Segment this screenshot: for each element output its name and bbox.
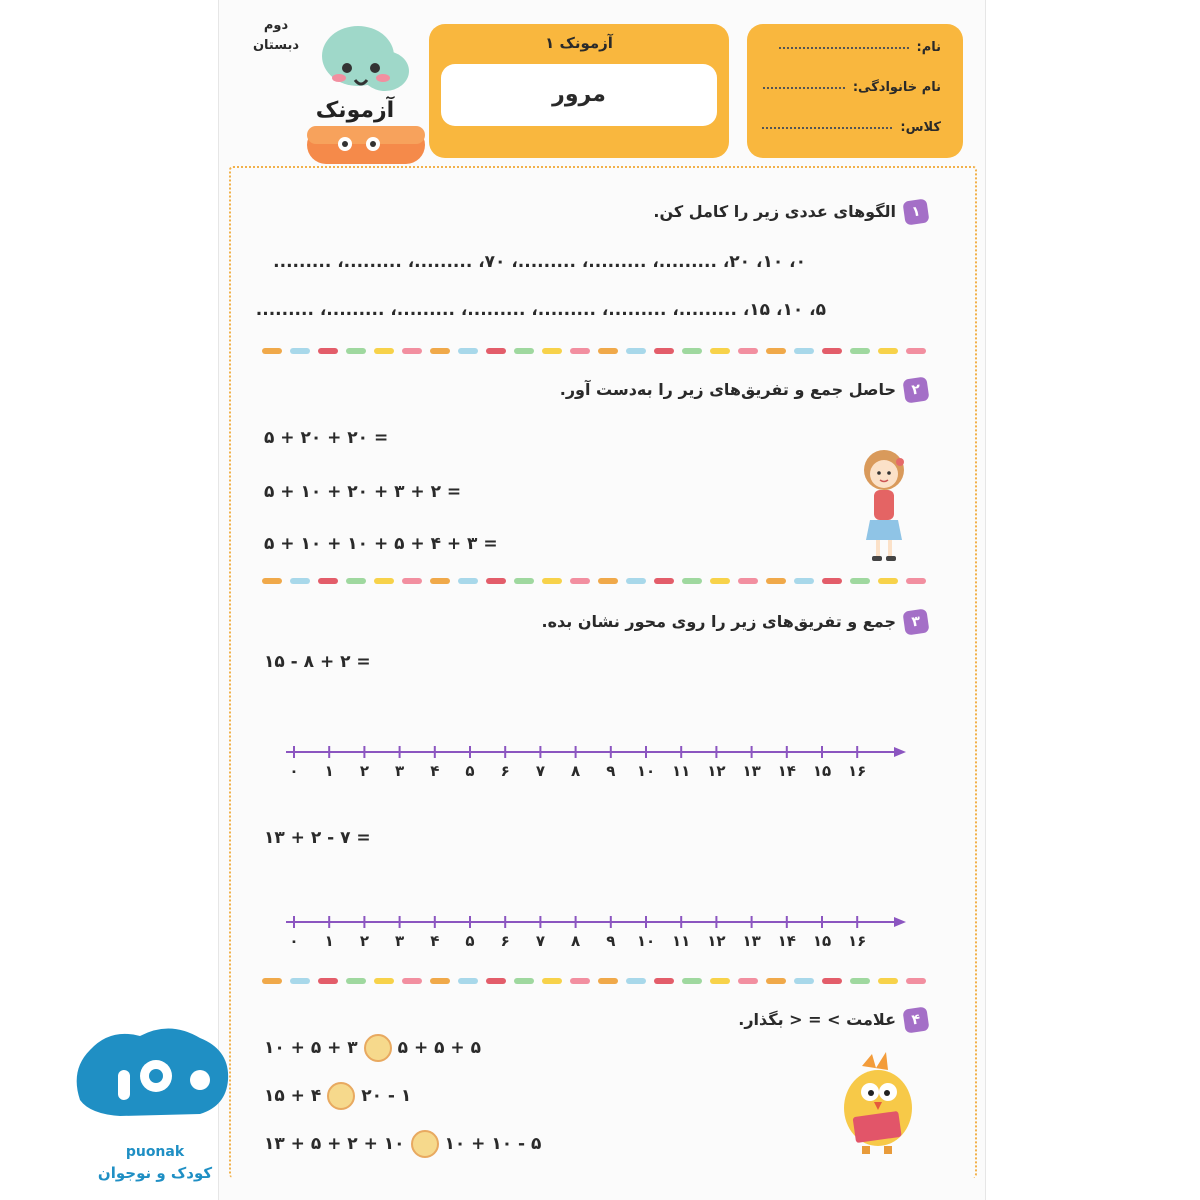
divider-dash <box>290 348 310 354</box>
q4-row-3-right: ۱۰ + ۱۰ - ۵ <box>444 1134 542 1154</box>
divider-dash <box>906 578 926 584</box>
divider-dash <box>598 978 618 984</box>
axis-tick-label: ۲ <box>359 762 369 780</box>
divider-dash <box>346 348 366 354</box>
axis-tick-label: ۱۳ <box>742 762 761 780</box>
grade-line1: دوم <box>263 18 289 33</box>
q2-line-1[interactable]: ۵ + ۲۰ + ۲۰ = <box>264 428 389 448</box>
divider-dash <box>542 348 562 354</box>
divider-dash <box>682 578 702 584</box>
q4-row-3 <box>264 1130 541 1158</box>
axis-tick-label: ۰ <box>289 932 299 950</box>
q4-row-2 <box>264 1082 411 1110</box>
divider-dash <box>346 978 366 984</box>
divider-dash <box>710 578 730 584</box>
divider-dash <box>262 348 282 354</box>
divider-dash <box>570 578 590 584</box>
divider-dash <box>850 978 870 984</box>
divider-dash <box>738 578 758 584</box>
q4-row-2-right: ۲۰ - ۱ <box>361 1086 412 1106</box>
q4-row-2-answer-circle[interactable] <box>327 1082 355 1110</box>
divider-dash <box>318 578 338 584</box>
q1-badge: ۱ <box>902 198 929 225</box>
axis-tick-label: ۱۱ <box>672 762 691 780</box>
divider-dash <box>850 348 870 354</box>
axis-tick-label: ۱ <box>324 932 334 950</box>
divider-dash <box>570 978 590 984</box>
divider-dash <box>626 348 646 354</box>
student-info-box <box>747 24 963 158</box>
divider-dash <box>654 978 674 984</box>
divider-dash <box>514 978 534 984</box>
divider-dash <box>430 578 450 584</box>
divider-dash <box>878 978 898 984</box>
q4-row-2-left: ۱۵ + ۴ <box>264 1086 322 1106</box>
divider-2 <box>262 578 934 584</box>
test-title: آزمونک ۱ <box>545 34 613 52</box>
divider-dash <box>906 348 926 354</box>
q4-title: علامت > = < بگذار. <box>738 1010 896 1029</box>
q1-pattern-1[interactable]: ۰، ۱۰، ۲۰، .........، .........، .........، ۷۰، .........، .........، ......... <box>273 252 806 272</box>
axis-tick-label: ۱۱ <box>672 932 691 950</box>
axis-tick-label: ۸ <box>571 762 581 780</box>
axis-tick-label: ۹ <box>606 932 616 950</box>
family-name-field-label: نام خانوادگی: <box>852 80 941 95</box>
grade-line2: دبستان <box>252 38 300 53</box>
number-line-2[interactable] <box>282 914 912 930</box>
puonak-watermark <box>60 1010 260 1200</box>
mascot-icon <box>303 16 427 166</box>
divider-dash <box>542 978 562 984</box>
puonak-name: puonak <box>125 1144 185 1160</box>
axis-tick-label: ۶ <box>500 762 510 780</box>
class-field[interactable] <box>762 120 941 135</box>
divider-dash <box>682 348 702 354</box>
divider-dash <box>514 348 534 354</box>
divider-1 <box>262 348 934 354</box>
q4-row-1-left: ۱۰ + ۵ + ۳ <box>264 1038 358 1058</box>
name-field[interactable] <box>779 40 942 55</box>
puonak-logo-icon <box>60 1010 260 1130</box>
q2-line-3[interactable]: ۵ + ۱۰ + ۱۰ + ۵ + ۴ + ۳ = <box>264 534 498 554</box>
brand-area <box>241 10 427 160</box>
divider-dash <box>374 578 394 584</box>
grade-label <box>241 16 311 56</box>
divider-dash <box>738 978 758 984</box>
axis-tick-label: ۱۴ <box>777 762 796 780</box>
puonak-tagline: کودک و نوجوان <box>97 1164 213 1182</box>
family-name-field[interactable] <box>763 80 941 95</box>
divider-dash <box>794 348 814 354</box>
q3-expression-1[interactable]: ۱۵ - ۸ + ۲ = <box>264 652 371 672</box>
divider-dash <box>766 578 786 584</box>
q2-title: حاصل جمع و تفریق‌های زیر را به‌دست آور. <box>559 380 896 399</box>
divider-dash <box>402 578 422 584</box>
divider-dash <box>822 578 842 584</box>
divider-dash <box>458 578 478 584</box>
divider-dash <box>794 578 814 584</box>
divider-dash <box>598 578 618 584</box>
divider-dash <box>346 578 366 584</box>
divider-dash <box>430 978 450 984</box>
divider-dash <box>570 348 590 354</box>
axis-tick-label: ۱ <box>324 762 334 780</box>
axis-arrow-icon <box>894 747 906 757</box>
divider-dash <box>486 578 506 584</box>
divider-dash <box>290 578 310 584</box>
axis-tick-label: ۶ <box>500 932 510 950</box>
divider-dash <box>738 348 758 354</box>
q1-pattern-2[interactable]: ۵، ۱۰، ۱۵، .........، .........، .........، .........، .........، .........، ......... <box>255 300 826 320</box>
axis-tick-label: ۱۰ <box>636 932 656 950</box>
divider-dash <box>766 978 786 984</box>
axis-tick-label: ۱۳ <box>742 932 761 950</box>
divider-dash <box>430 348 450 354</box>
divider-dash <box>262 578 282 584</box>
divider-dash <box>654 348 674 354</box>
divider-dash <box>402 978 422 984</box>
girl-illustration-icon <box>858 448 908 566</box>
brand-title: آزمونک <box>315 98 395 123</box>
axis-arrow-icon <box>894 917 906 927</box>
divider-dash <box>906 978 926 984</box>
divider-dash <box>486 978 506 984</box>
divider-dash <box>710 978 730 984</box>
axis-tick-label: ۱۲ <box>707 932 726 950</box>
q4-row-1-answer-circle[interactable] <box>364 1034 392 1062</box>
divider-dash <box>542 578 562 584</box>
q1-title: الگوهای عددی زیر را کامل کن. <box>653 202 896 221</box>
q3-badge: ۳ <box>902 608 929 635</box>
q4-row-3-left: ۱۳ + ۵ + ۲ + ۱۰ <box>264 1134 405 1154</box>
divider-dash <box>822 978 842 984</box>
chick-illustration-icon <box>832 1046 922 1156</box>
divider-dash <box>682 978 702 984</box>
divider-dash <box>626 978 646 984</box>
q4-badge: ۴ <box>902 1006 929 1033</box>
axis-tick-label: ۱۴ <box>777 932 796 950</box>
axis-tick-label: ۱۶ <box>848 932 867 950</box>
number-line-1[interactable] <box>282 744 912 760</box>
q4-row-1 <box>264 1034 481 1062</box>
axis-tick-label: ۳ <box>395 932 405 950</box>
divider-dash <box>290 978 310 984</box>
divider-dash <box>850 578 870 584</box>
divider-dash <box>514 578 534 584</box>
divider-dash <box>878 348 898 354</box>
divider-dash <box>262 978 282 984</box>
axis-tick-label: ۲ <box>359 932 369 950</box>
divider-dash <box>878 578 898 584</box>
q2-badge: ۲ <box>902 376 929 403</box>
class-field-label: کلاس: <box>900 120 941 135</box>
name-field-label: نام: <box>916 40 941 55</box>
axis-tick-label: ۵ <box>465 932 475 950</box>
q2-line-2[interactable]: ۵ + ۱۰ + ۲۰ + ۳ + ۲ = <box>264 482 462 502</box>
divider-dash <box>598 348 618 354</box>
axis-tick-label: ۴ <box>430 932 440 950</box>
number-line-1-labels <box>0 762 1200 786</box>
divider-dash <box>374 978 394 984</box>
axis-tick-label: ۰ <box>289 762 299 780</box>
divider-dash <box>766 348 786 354</box>
divider-dash <box>458 348 478 354</box>
axis-tick-label: ۱۵ <box>812 762 832 780</box>
axis-tick-label: ۹ <box>606 762 616 780</box>
number-line-2-labels <box>0 932 1200 956</box>
axis-tick-label: ۱۲ <box>707 762 726 780</box>
axis-tick-label: ۱۰ <box>636 762 656 780</box>
divider-dash <box>318 978 338 984</box>
divider-dash <box>374 348 394 354</box>
axis-tick-label: ۷ <box>535 762 545 780</box>
axis-tick-label: ۸ <box>571 932 581 950</box>
q4-row-1-right: ۵ + ۵ + ۵ <box>397 1038 481 1058</box>
divider-dash <box>710 348 730 354</box>
divider-dash <box>654 578 674 584</box>
divider-dash <box>822 348 842 354</box>
axis-tick-label: ۵ <box>465 762 475 780</box>
q3-title: جمع و تفریق‌های زیر را روی محور نشان بده. <box>541 612 896 631</box>
divider-3 <box>262 978 934 984</box>
axis-tick-label: ۱۵ <box>812 932 832 950</box>
divider-dash <box>458 978 478 984</box>
axis-tick-label: ۴ <box>430 762 440 780</box>
test-title-box <box>429 24 729 158</box>
q3-expression-2[interactable]: ۱۳ + ۲ - ۷ = <box>264 828 371 848</box>
axis-tick-label: ۳ <box>395 762 405 780</box>
divider-dash <box>626 578 646 584</box>
divider-dash <box>486 348 506 354</box>
axis-tick-label: ۷ <box>535 932 545 950</box>
axis-tick-label: ۱۶ <box>848 762 867 780</box>
q4-row-3-answer-circle[interactable] <box>411 1130 439 1158</box>
topic-title: مرور <box>441 64 717 126</box>
divider-dash <box>318 348 338 354</box>
divider-dash <box>402 348 422 354</box>
divider-dash <box>794 978 814 984</box>
